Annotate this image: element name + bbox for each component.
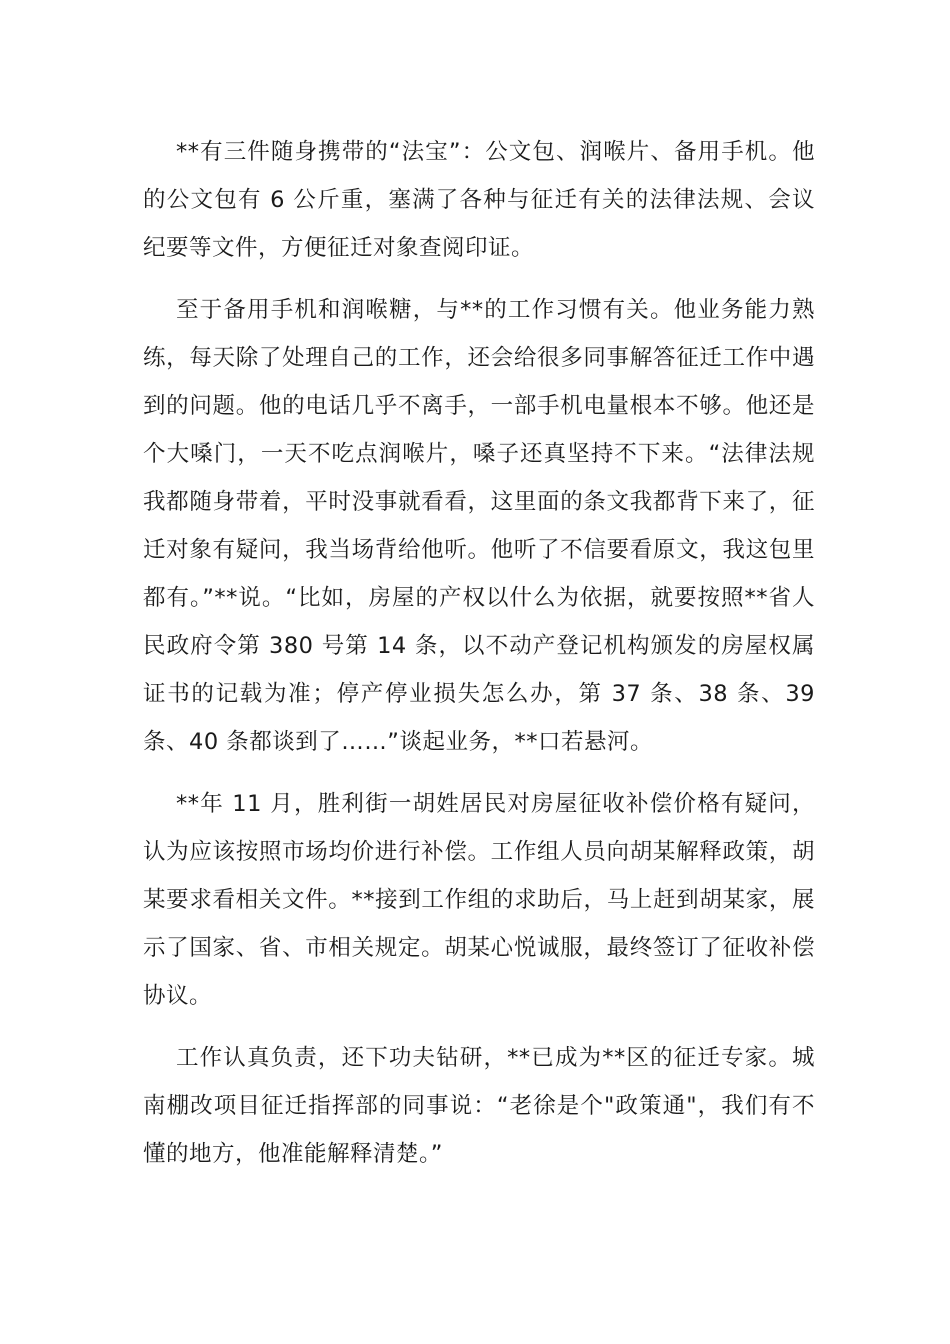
paragraph-3: **年 11 月，胜利街一胡姓居民对房屋征收补偿价格有疑问，认为应该按照市场均价进行补偿。工作组人员向胡某解释政策，胡某要求看相关文件。**接到工作组的求助后，马上赶到胡某家，展示了国家、省、市相关规定。胡某心悦诚服，最终签订了征收补偿协议。 xyxy=(143,791,815,1009)
paragraph-4: 工作认真负责，还下功夫钻研，**已成为**区的征迁专家。城南棚改项目征迁指挥部的同事说：“老徐是个"政策通"，我们有不懂的地方，他准能解释清楚。” xyxy=(143,1045,815,1167)
paragraph-2: 至于备用手机和润喉糖，与**的工作习惯有关。他业务能力熟练，每天除了处理自己的工作，还会给很多同事解答征迁工作中遇到的问题。他的电话几乎不离手，一部手机电量根本不够。他还是个大嗓门，一天不吃点润喉片，嗓子还真坚持不下来。“法律法规我都随身带着，平时没事就看看，这里面的条文我都背下来了，征迁对象有疑问，我当场背给他听。他听了不信要看原文，我这包里都有。”**说。“比如，房屋的产权以什么为依据，就要按照**省人民政府令第 380 号第 14 条，以不动产登记机构颁发的房屋权属证书的记载为准；停产停业损失怎么办，第 37 条、38 条、39 条、40 条都谈到了……”谈起业务，**口若悬河。 xyxy=(143,297,815,755)
document-body xyxy=(143,128,815,1192)
paragraph-1: **有三件随身携带的“法宝”：公文包、润喉片、备用手机。他的公文包有 6 公斤重，塞满了各种与征迁有关的法律法规、会议纪要等文件，方便征迁对象查阅印证。 xyxy=(143,139,815,261)
